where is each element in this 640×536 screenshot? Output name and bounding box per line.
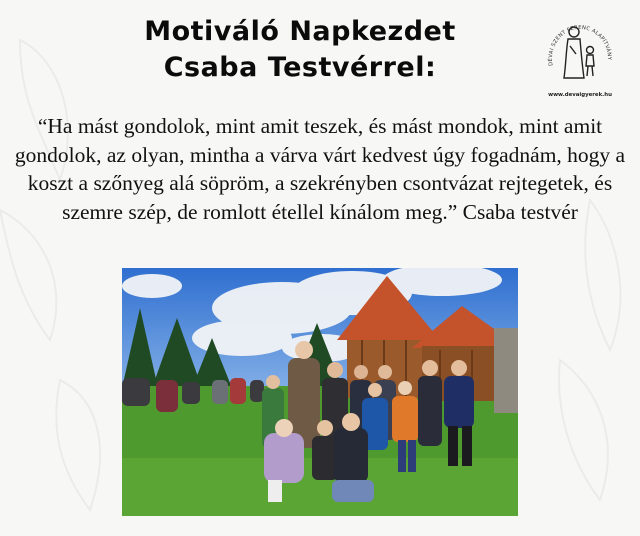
title-line-2: Csaba Testvérrel:: [163, 52, 437, 83]
page-title: [0, 14, 600, 86]
group-photo: [122, 268, 518, 516]
monk-and-child-icon: [564, 27, 594, 78]
logo-arc-text: DÉVAI SZENT FERENC ALAPÍTVÁNY: [547, 24, 613, 67]
foundation-logo: [544, 6, 616, 102]
quote-text: “Ha mást gondolok, mint amit teszek, és mást mondok, mint amit gondolok, az olyan, mintha a várva várt kedvest úgy fogadnám, hogy a koszt a szőnyeg alá söpröm, a szekrényben csontvázat rejtegetek, és szemre szép, de romlott étellel kínálom meg.” Csaba testvér: [14, 114, 626, 224]
title-line-1: Motiváló Napkezdet: [144, 16, 456, 47]
logo-url: www.devaigyerek.hu: [548, 92, 612, 98]
